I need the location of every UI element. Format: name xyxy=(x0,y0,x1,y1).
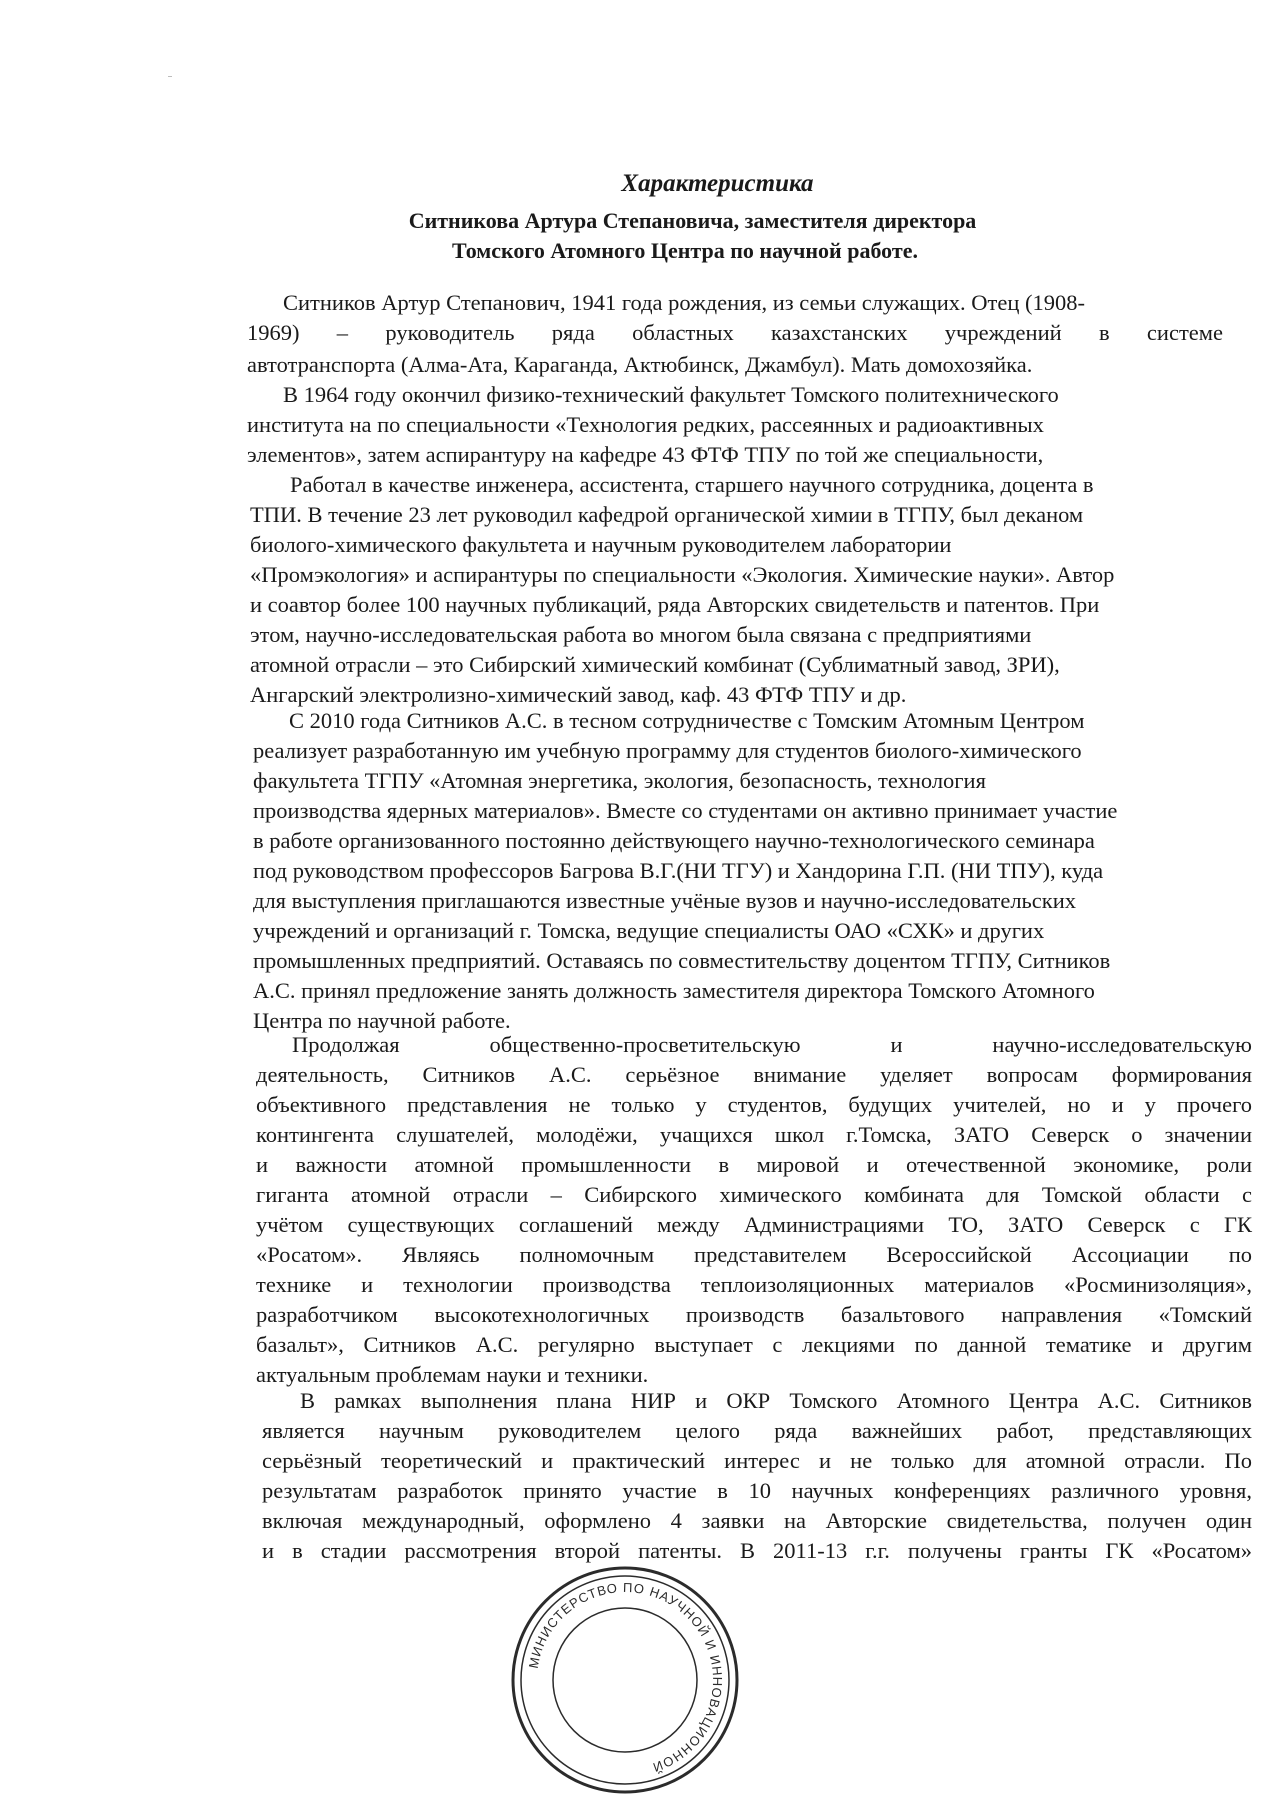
paragraph-6-line-5: включая международный, оформлено 4 заявки на Авторские свидетельства, получен один xyxy=(262,1508,1252,1533)
paragraph-3-line-1: Работал в качестве инженера, ассистента, старшего научного сотрудника, доцента в xyxy=(290,472,1094,497)
paragraph-6-line-6: и в стадии рассмотрения второй патенты. В 2011-13 г.г. получены гранты ГК «Росатом» xyxy=(262,1538,1252,1563)
paragraph-2-line-3: элементов», затем аспирантуру на кафедре 43 ФТФ ТПУ по той же специальности, xyxy=(247,442,1044,467)
paragraph-4-line-11: Центра по научной работе. xyxy=(253,1008,511,1033)
paragraph-5-line-5: и важности атомной промышленности в мировой и отечественной экономике, роли xyxy=(256,1152,1252,1177)
paragraph-4-line-3: факультета ТГПУ «Атомная энергетика, экология, безопасность, технология xyxy=(253,768,986,793)
paragraph-5-line-1: Продолжая общественно-просветительскую и научно-исследовательскую xyxy=(292,1032,1252,1057)
paragraph-5-line-11: базальт», Ситников А.С. регулярно выступает с лекциями по данной тематике и другим xyxy=(256,1332,1252,1357)
paragraph-1-line-2: 1969) – руководитель ряда областных казахстанских учреждений в системе xyxy=(247,320,1223,345)
paragraph-4-line-2: реализует разработанную им учебную программу для студентов биолого-химического xyxy=(253,738,1082,763)
paragraph-3-line-4: «Промэкология» и аспирантуры по специальности «Экология. Химические науки». Автор xyxy=(250,562,1115,587)
paragraph-5-line-4: контингента слушателей, молодёжи, учащихся школ г.Томска, ЗАТО Северск о значении xyxy=(256,1122,1252,1147)
subject-line-2: Томского Атомного Центра по научной работе. xyxy=(452,238,918,263)
paragraph-4-line-7: для выступления приглашаются известные учёные вузов и научно-исследовательских xyxy=(253,888,1077,913)
paragraph-6-line-2: является научным руководителем целого ряда важнейших работ, представляющих xyxy=(262,1418,1252,1443)
subject-line-1: Ситникова Артура Степановича, заместителя директора xyxy=(408,208,977,233)
paragraph-6-line-1: В рамках выполнения плана НИР и ОКР Томского Атомного Центра А.С. Ситников xyxy=(300,1388,1252,1413)
paragraph-6-line-4: результатам разработок принято участие в 10 научных конференциях различного уровня, xyxy=(262,1478,1252,1503)
paragraph-2-line-1: В 1964 году окончил физико-технический факультет Томского политехнического xyxy=(283,382,1059,407)
paragraph-5-line-2: деятельность, Ситников А.С. серьёзное внимание уделяет вопросам формирования xyxy=(256,1062,1252,1087)
paragraph-5-line-3: объективного представления не только у студентов, будущих учителей, но и у прочего xyxy=(256,1092,1252,1117)
seal-text: МИНИСТЕРСТВО ПО НАУЧНОЙ И ИННОВАЦИОННОЙ xyxy=(525,1579,726,1776)
paragraph-3-line-6: этом, научно-исследовательская работа во многом была связана с предприятиями xyxy=(250,622,1032,647)
paragraph-4-line-10: А.С. принял предложение занять должность заместителя директора Томского Атомного xyxy=(253,978,1095,1003)
paragraph-6-line-3: серьёзный теоретический и практический интерес и не только для атомной отрасли. По xyxy=(262,1448,1252,1473)
paragraph-4-line-4: производства ядерных материалов». Вместе со студентами он активно принимает участие xyxy=(253,798,1118,823)
paragraph-4-line-9: промышленных предприятий. Оставаясь по совместительству доцентом ТГПУ, Ситников xyxy=(253,948,1111,973)
paragraph-5-line-8: «Росатом». Являясь полномочным представителем Всероссийской Ассоциации по xyxy=(256,1242,1252,1267)
paragraph-5-line-9: технике и технологии производства теплоизоляционных материалов «Росминизоляция», xyxy=(256,1272,1252,1297)
paragraph-4-line-1: С 2010 года Ситников А.С. в тесном сотрудничестве с Томским Атомным Центром xyxy=(289,708,1085,733)
paragraph-3-line-2: ТПИ. В течение 23 лет руководил кафедрой органической химии в ТГПУ, был деканом xyxy=(250,502,1084,527)
paragraph-5-line-10: разработчиком высокотехнологичных производств базальтового направления «Томский xyxy=(256,1302,1252,1327)
paragraph-3-line-5: и соавтор более 100 научных публикаций, ряда Авторских свидетельств и патентов. При xyxy=(250,592,1100,617)
paragraph-4-line-6: под руководством профессоров Багрова В.Г.(НИ ТГУ) и Хандорина Г.П. (НИ ТПУ), куда xyxy=(253,858,1104,883)
paragraph-2-line-2: института на по специальности «Технология редких, рассеянных и радиоактивных xyxy=(247,412,1044,437)
paragraph-5-line-7: учётом существующих соглашений между Администрациями ТО, ЗАТО Северск с ГК xyxy=(256,1212,1252,1237)
paragraph-1-line-3: автотранспорта (Алма-Ата, Караганда, Актюбинск, Джамбул). Мать домохозяйка. xyxy=(247,352,1033,377)
organization-seal-stamp xyxy=(505,1560,745,1800)
document-title: Характеристика xyxy=(621,170,814,197)
paragraph-3-line-7: атомной отрасли – это Сибирский химический комбинат (Сублиматный завод, ЗРИ), xyxy=(250,652,1060,677)
paragraph-4-line-5: в работе организованного постоянно действующего научно-технологического семинара xyxy=(253,828,1095,853)
paragraph-1-line-1: Ситников Артур Степанович, 1941 года рождения, из семьи служащих. Отец (1908- xyxy=(283,290,1086,315)
scan-artifact xyxy=(168,76,172,77)
paragraph-3-line-8: Ангарский электролизно-химический завод, каф. 43 ФТФ ТПУ и др. xyxy=(250,682,907,707)
paragraph-5-line-6: гиганта атомной отрасли – Сибирского химического комбината для Томской области с xyxy=(256,1182,1252,1207)
paragraph-4-line-8: учреждений и организаций г. Томска, ведущие специалисты ОАО «СХК» и других xyxy=(253,918,1045,943)
paragraph-5-line-12: актуальным проблемам науки и техники. xyxy=(256,1362,649,1387)
paragraph-3-line-3: биолого-химического факультета и научным руководителем лаборатории xyxy=(250,532,952,557)
